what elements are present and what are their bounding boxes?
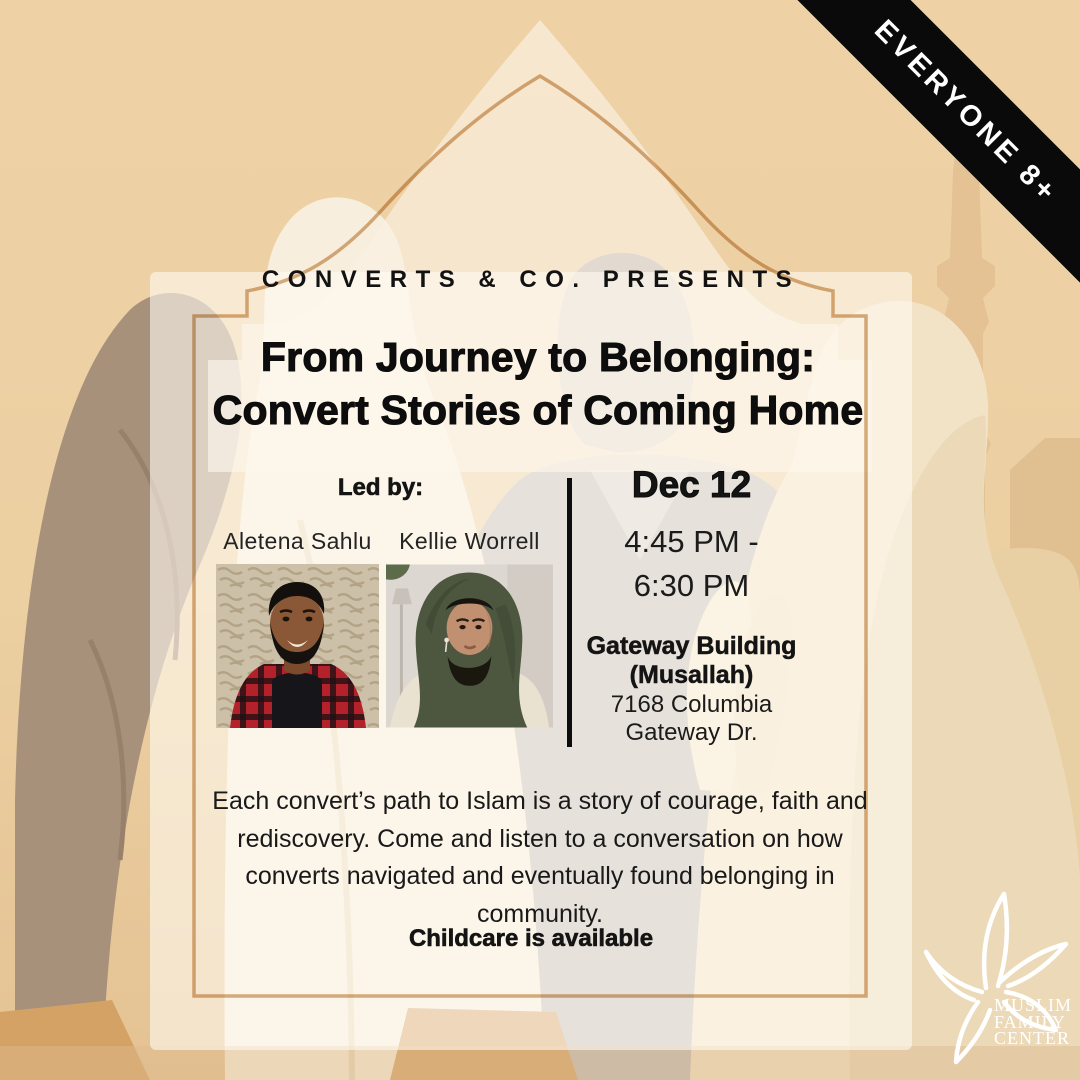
event-time <box>624 520 758 608</box>
eye <box>475 625 481 629</box>
logo-petal-up <box>984 894 1007 988</box>
event-address <box>611 691 772 748</box>
event-details <box>573 464 810 748</box>
speaker-name: Kellie Worrell <box>399 528 540 554</box>
earring <box>444 638 449 643</box>
event-address-line2: Gateway Dr. <box>625 719 758 747</box>
event-time-start: 4:45 PM - <box>624 524 759 559</box>
speaker-photo-aletena-sahlu <box>216 564 379 728</box>
event-address-line1: 7168 Columbia <box>610 691 773 719</box>
logo-petal-right <box>1000 944 1066 986</box>
black-tshirt <box>272 673 322 729</box>
logo-text-line1: MUSLIM <box>994 995 1073 1015</box>
event-title <box>148 331 928 438</box>
eye <box>306 617 313 622</box>
earring-drop <box>446 642 447 652</box>
age-badge-label: EVERYONE 8+ <box>868 13 1065 210</box>
speaker-photo-kellie-worrell <box>386 564 553 728</box>
event-title-line1: From Journey to Belonging: <box>260 334 816 380</box>
event-title-line2: Convert Stories of Coming Home <box>212 387 864 434</box>
event-time-end: 6:30 PM <box>633 568 750 604</box>
logo-text-line3: CENTER <box>994 1028 1070 1048</box>
eye <box>459 625 465 629</box>
childcare-note: Childcare is available <box>408 925 654 952</box>
logo-petal-tail <box>956 1002 990 1062</box>
event-description: Each convert’s path to Islam is a story of courage, faith and rediscovery. Come and listen to a conversation on how converts navigated and eventually found belonging in community. <box>212 787 868 928</box>
event-venue <box>587 632 797 689</box>
eye <box>283 617 290 622</box>
logo-text-line2: FAMILY <box>994 1011 1066 1032</box>
presented-by-line: CONVERTS & CO. PRESENTS <box>261 266 801 293</box>
event-date: Dec 12 <box>631 464 752 505</box>
event-venue-room: (Musallah) <box>629 660 754 689</box>
column-divider <box>567 478 572 747</box>
event-venue-name: Gateway Building <box>586 632 797 661</box>
speaker-name: Aletena Sahlu <box>223 528 372 554</box>
led-by-label: Led by: <box>337 474 424 501</box>
muslim-family-center-logo-text <box>994 997 1080 1047</box>
logo-petal-left <box>926 952 982 1000</box>
